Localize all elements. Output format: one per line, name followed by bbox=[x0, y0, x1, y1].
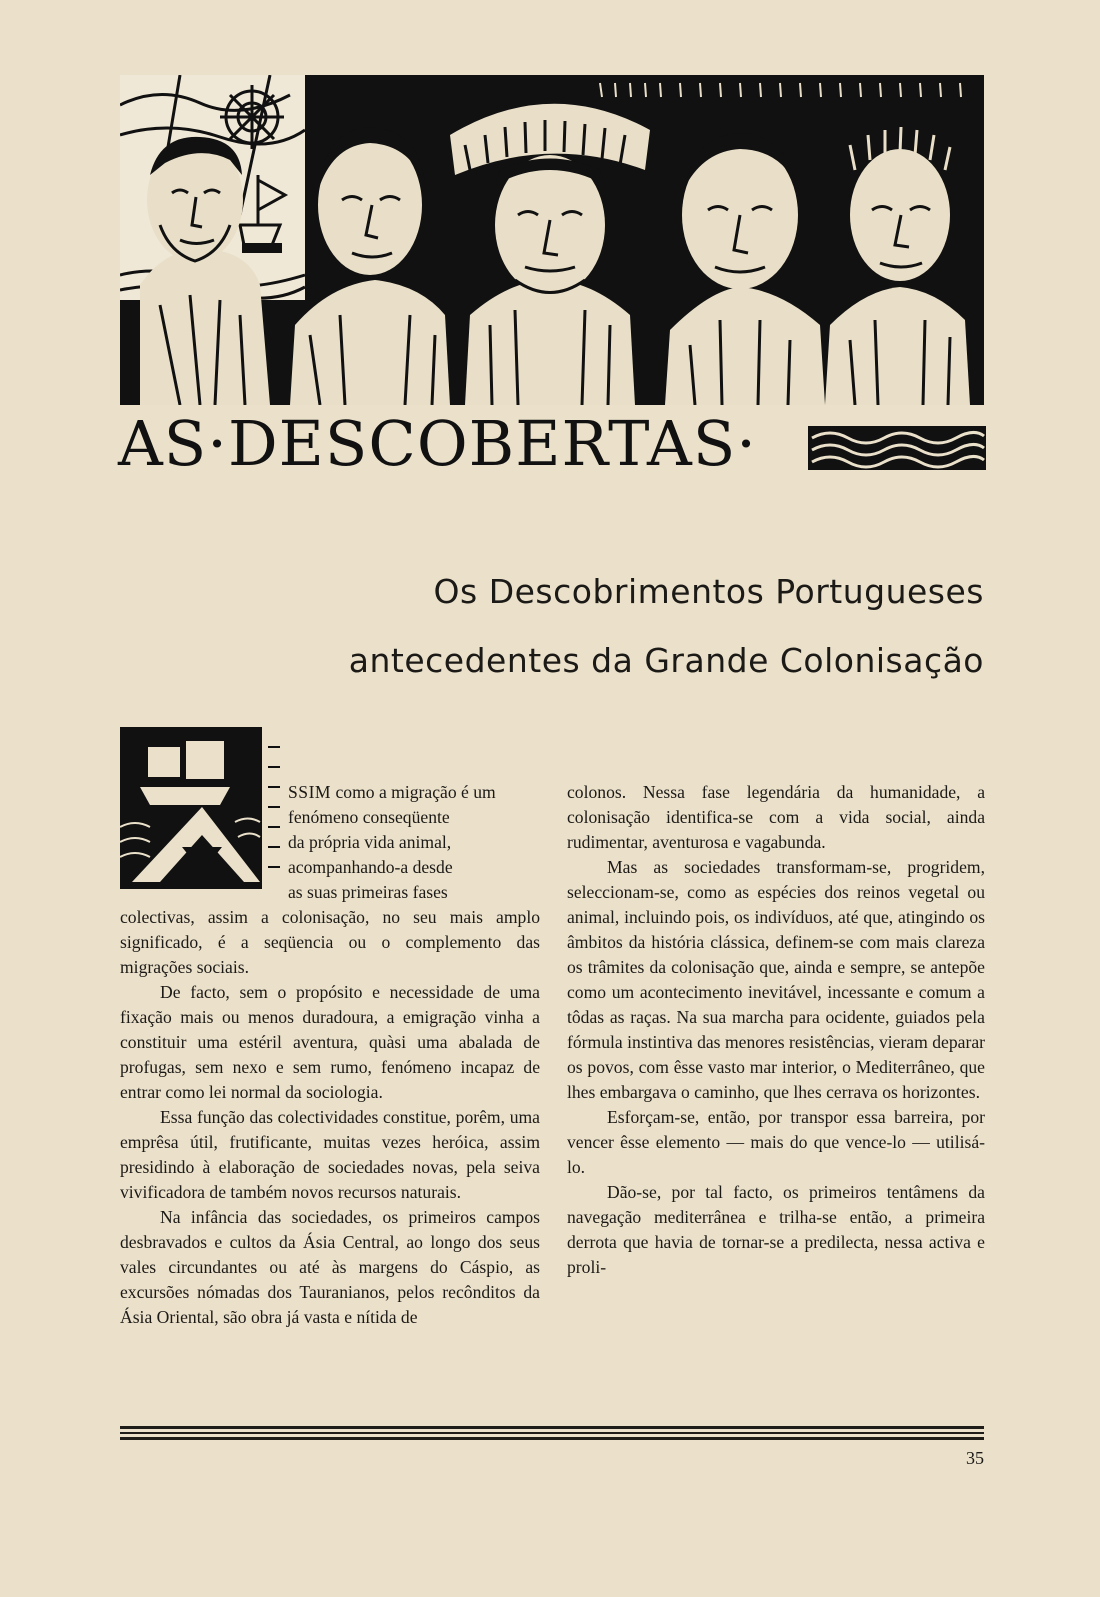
paragraph: Essa função das colectividades constitue, porêm, uma emprêsa útil, frutificante, muitas vezes heróica, assim presidindo à elaboração de sociedades novas, pela seiva vivificadora de também novos recursos naturais. bbox=[120, 1107, 540, 1202]
wrapped-line-4: acompanhando-a desde bbox=[288, 857, 453, 877]
paragraph: Esforçam-se, então, por transpor essa barreira, por vencer êsse elemento — mais do que vence-lo — utilisá-lo. bbox=[567, 1107, 985, 1177]
woodcut-banner-illustration bbox=[120, 75, 984, 405]
wrapped-line-5: as suas primeiras fases bbox=[288, 882, 448, 902]
heading-row bbox=[118, 407, 986, 480]
page-title: AS·DESCOBERTAS· bbox=[118, 407, 757, 480]
subtitle-line-1: Os Descobrimentos Portugueses bbox=[433, 572, 984, 611]
wrapped-line-3: da própria vida animal, bbox=[288, 832, 452, 852]
article-left-column bbox=[120, 780, 540, 1330]
waves-ornament-icon bbox=[808, 426, 986, 470]
article-right-column bbox=[567, 780, 985, 1280]
footer-rule bbox=[120, 1426, 984, 1443]
wrapped-line-1-text: como a migração é um bbox=[335, 782, 496, 802]
dropcap-wrapped-lines bbox=[288, 780, 540, 905]
paragraph: colonos. Nessa fase legendária da humanidade, a colonisação identifica-se com a vida social, ainda rudimentar, aventurosa e vagabunda. bbox=[567, 782, 985, 852]
paragraph: De facto, sem o propósito e necessidade de uma fixação mais ou menos duradoura, a emigração vinha a constituir uma estéril aventura, quàsi uma abalada de profugas, sem nexo e sem rumo, fenómeno incapaz de entrar como lei normal da sociologia. bbox=[120, 982, 540, 1102]
paragraph: Mas as sociedades transformam-se, progridem, seleccionam-se, como as espécies dos reinos vegetal ou animal, incluindo pois, os indivíduos, até que, atingindo os âmbitos da história clássica, definem-se com mais clareza os trâmites da colonisação que, ainda e sempre, se antepõe como um acontecimento inevitável, incessante e comum a tôdas as raças. Na sua marcha para ocidente, guiados pela fórmula instintiva das menores resistências, vieram deparar os povos, com êsse vasto mar interior, o Mediterrâneo, que lhes embargava o caminho, que lhes cerrava os horizontes. bbox=[567, 857, 985, 1102]
wrapped-line-1 bbox=[288, 780, 540, 805]
paragraph: Dão-se, por tal facto, os primeiros tentâmens da navegação mediterrânea e trilha-se então, a primeira derrota que havia de tornar-se a predilecta, nessa activa e proli- bbox=[567, 1182, 985, 1277]
paragraph: Na infância das sociedades, os primeiros campos desbravados e cultos da Ásia Central, ao longo dos seus vales circundantes ou até às margens do Cáspio, as excursões nómadas dos Tauranianos, pelos recônditos da Ásia Oriental, são obra já vasta e nítida de bbox=[120, 1207, 540, 1327]
subtitle-line-2: antecedentes da Grande Colonisação bbox=[348, 641, 984, 680]
wrapped-line-2: fenómeno conseqüente bbox=[288, 807, 450, 827]
paragraph: colectivas, assim a colonisação, no seu mais amplo significado, é a seqüencia ou o complemento das migrações sociais. bbox=[120, 907, 540, 977]
dropcap-continuation: SSIM bbox=[288, 782, 332, 802]
page-number: 35 bbox=[966, 1448, 984, 1468]
portraits-woodcut bbox=[120, 75, 984, 405]
